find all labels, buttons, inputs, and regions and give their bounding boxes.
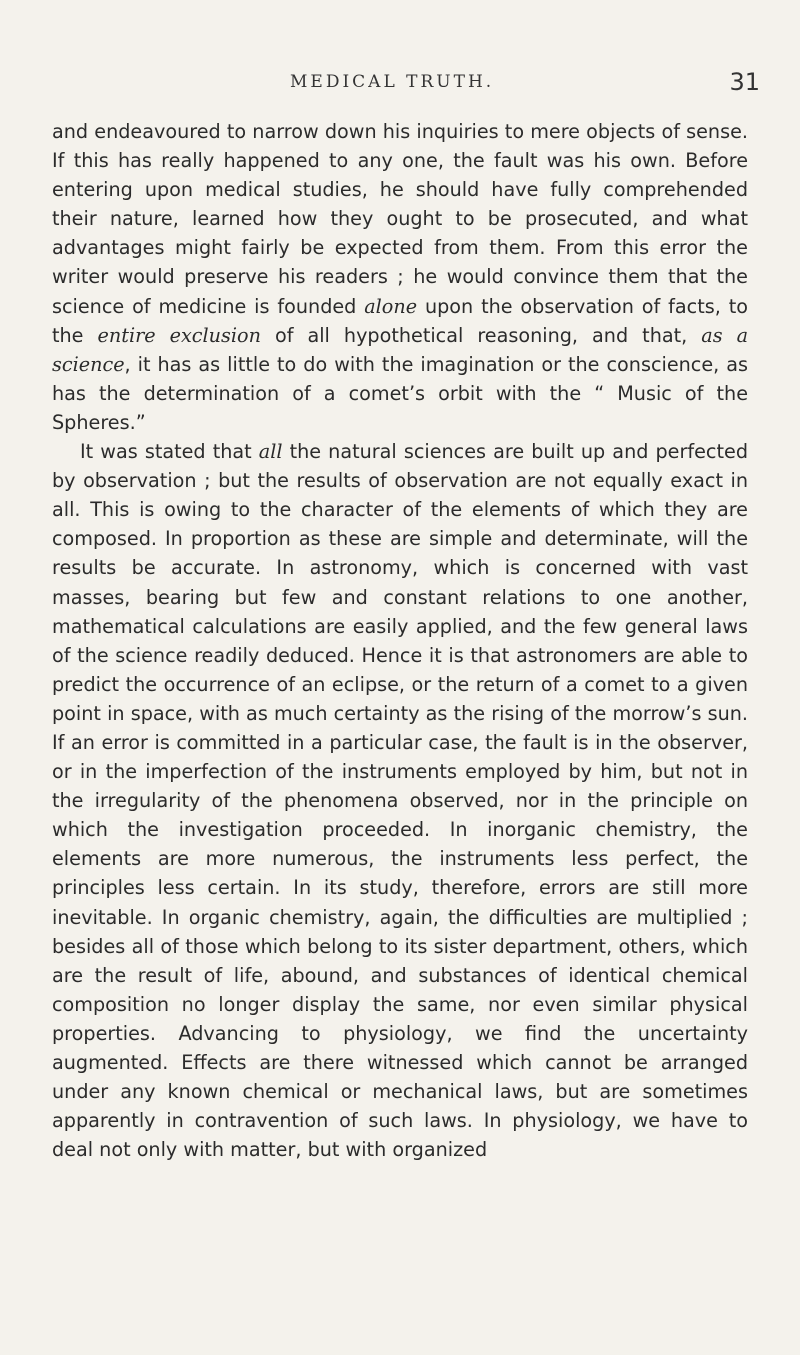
italic-segment: alone xyxy=(364,294,418,318)
running-head xyxy=(0,68,800,102)
text-segment: the natural sciences are built up and perfected by observation ; but the results of observation are not equally exact in all. This is owing to the character of the elements of which they are composed. In proportion as these are simple and determinate, will the results be accurate. In astronomy, which is concerned with vast masses, bearing but few and constant relations to one another, mathematical calculations are easily applied, and the few general laws of the science readily deduced. Hence it is that astronomers are able to predict the occurrence of an eclipse, or the return of a comet to a given point in space, with as much certainty as the rising of the morrow’s sun. If an error is committed in a particular case, the fault is in the observer, or in the imperfection of the instruments employed by him, but not in the irregularity of the phenomena observed, nor in the principle on which the investigation proceeded. In inorganic chemistry, the elements are more numerous, the instruments less perfect, the principles less certain. In its study, therefore, errors are still more inevitable. In organic chemistry, again, the difficulties are multiplied ; besides all of those which belong to its sister department, others, which are the result of life, abound, and substances of identical chemical composition no longer display the same, nor even similar physical properties. Advancing to physiology, we find the uncertainty augmented. Effects are there witnessed which cannot be arranged under any known chemical or mechanical laws, but are sometimes apparently in contravention of such laws. In physiology, we have to deal not only with matter, but with organized xyxy=(52,440,748,1162)
text-segment: It was stated that xyxy=(80,440,259,464)
text-segment: upon the observation of facts, to the xyxy=(52,294,748,347)
italic-segment: all xyxy=(258,440,283,464)
body-text xyxy=(52,117,748,1164)
paragraph-1 xyxy=(52,117,748,437)
text-segment: , it has as little to do with the imagination or the conscience, as has the determination of a comet’s orbit with the “ Music of the Spheres.” xyxy=(52,352,748,434)
text-segment: of all hypothetical reasoning, and that, xyxy=(260,323,702,347)
italic-segment: as a science xyxy=(52,323,749,376)
text-segment: and endeavoured to narrow down his inquiries to mere objects of sense. If this has really happened to any one, the fault was his own. Before entering upon medical studies, he should have fully comprehended their nature, learned how they ought to be prosecuted, and what advantages might fairly be expected from them. From this error the writer would preserve his readers ; he would convince them that the science of medicine is founded xyxy=(52,120,748,318)
paragraph-2 xyxy=(52,437,748,1164)
page-number: 31 xyxy=(729,68,760,96)
running-title: MEDICAL TRUTH. xyxy=(290,72,495,92)
italic-segment: entire exclusion xyxy=(97,323,261,347)
